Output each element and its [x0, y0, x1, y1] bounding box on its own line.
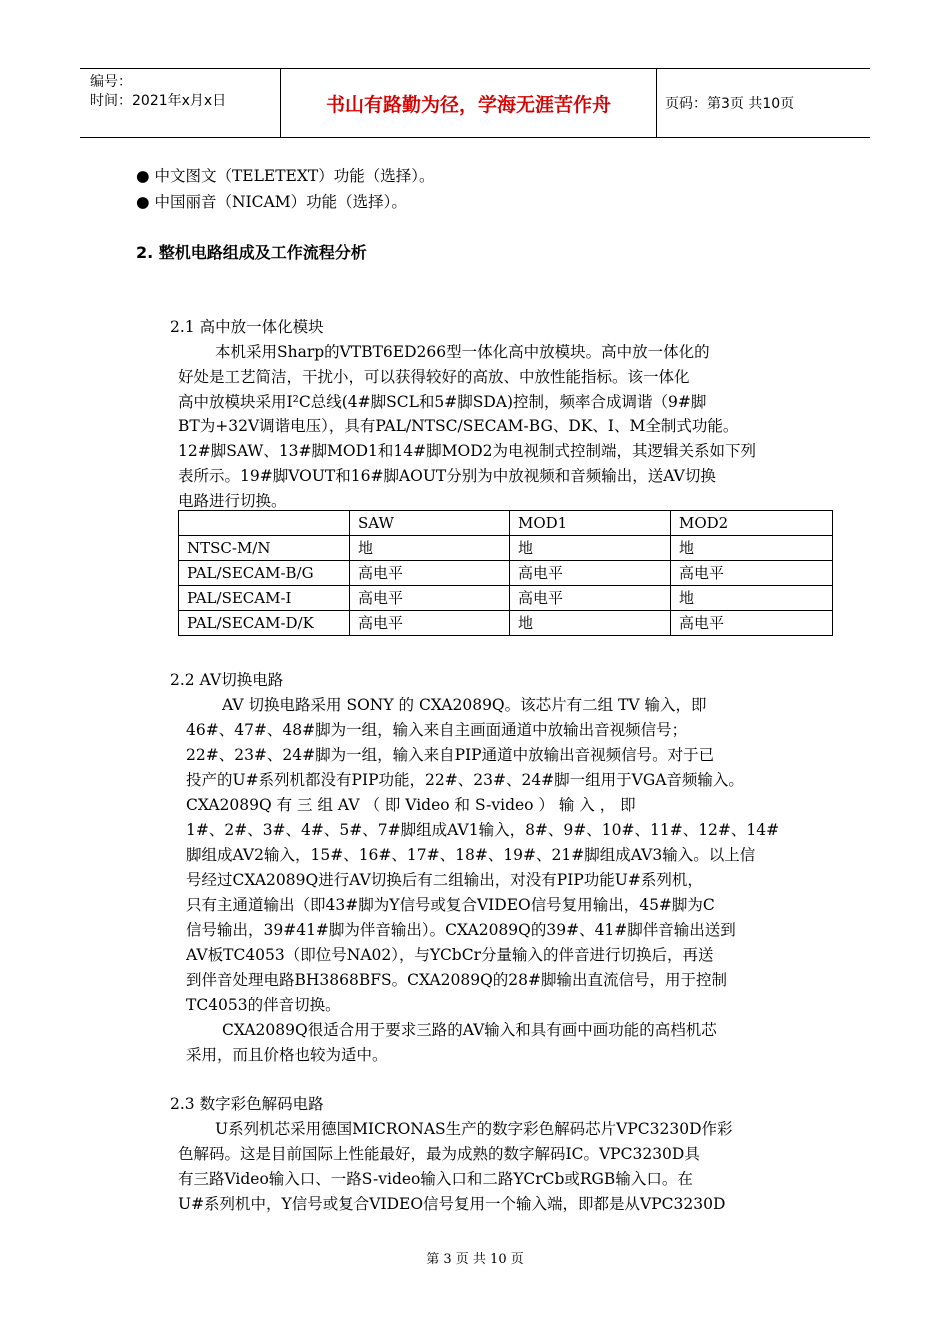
table-cell: 地	[671, 586, 833, 611]
table-cell: NTSC-M/N	[179, 536, 350, 561]
page-header	[80, 68, 870, 138]
paragraph-line: CXA2089Q 有 三 组 AV （ 即 Video 和 S-video ） 输 入 ， 即	[186, 796, 636, 814]
table-cell: 高电平	[671, 611, 833, 636]
table-cell: 地	[350, 536, 510, 561]
page-footer: 第 3 页 共 10 页	[426, 1252, 524, 1267]
section-2-2-heading: 2.2 AV切换电路	[170, 671, 284, 689]
section-2-heading: 2. 整机电路组成及工作流程分析	[136, 243, 367, 262]
paragraph-line: AV 切换电路采用 SONY 的 CXA2089Q。该芯片有二组 TV 输入，即	[222, 696, 707, 714]
table-row	[179, 511, 833, 536]
paragraph-line: AV板TC4053（即位号NA02），与YCbCr分量输入的伴音进行切换后，再送	[186, 946, 714, 964]
table-cell: SAW	[350, 511, 510, 536]
table-cell: 高电平	[350, 586, 510, 611]
table-cell: 地	[510, 536, 671, 561]
paragraph-line: 22#、23#、24#脚为一组，输入来自PIP通道中放输出音视频信号。对于已	[186, 746, 715, 764]
table-row	[179, 561, 833, 586]
table-row	[179, 586, 833, 611]
bullet-item: ● 中国丽音（NICAM）功能（选择）。	[136, 193, 407, 211]
table-cell: 高电平	[350, 561, 510, 586]
paragraph-line: 投产的U#系列机都没有PIP功能，22#、23#、24#脚一组用于VGA音频输入。	[186, 771, 744, 789]
paragraph-line: 信号输出，39#41#脚为伴音输出）。CXA2089Q的39#、41#脚伴音输出送到	[186, 921, 736, 939]
section-2-1-heading: 2.1 高中放一体化模块	[170, 318, 324, 336]
section-2-3-heading: 2.3 数字彩色解码电路	[170, 1095, 324, 1113]
table-cell: 地	[671, 536, 833, 561]
table-cell: MOD2	[671, 511, 833, 536]
paragraph-line: 46#、47#、48#脚为一组，输入来自主画面通道中放输出音视频信号；	[186, 721, 688, 739]
table-cell: 高电平	[510, 586, 671, 611]
paragraph-line: 有三路Video输入口、一路S-video输入口和二路YCrCb或RGB输入口。在	[178, 1170, 693, 1188]
table-cell: PAL/SECAM-B/G	[179, 561, 350, 586]
paragraph-line: 好处是工艺简洁，干扰小，可以获得较好的高放、中放性能指标。该一体化	[178, 368, 690, 386]
paragraph-line: U系列机芯采用德国MICRONAS生产的数字彩色解码芯片VPC3230D作彩	[215, 1120, 733, 1138]
paragraph-line: 色解码。这是目前国际上性能最好，最为成熟的数字解码IC。VPC3230D具	[178, 1145, 700, 1163]
header-motto: 书山有路勤为径，学海无涯苦作舟	[281, 69, 657, 137]
table-cell: 高电平	[350, 611, 510, 636]
paragraph-line: 到伴音处理电路BH3868BFS。CXA2089Q的28#脚输出直流信号，用于控制	[186, 971, 728, 989]
date-label: 时间：2021年x月x日	[90, 93, 227, 109]
paragraph-line: 表所示。19#脚VOUT和16#脚AOUT分别为中放视频和音频输出，送AV切换	[178, 467, 716, 485]
paragraph-line: 1#、2#、3#、4#、5#、7#脚组成AV1输入，8#、9#、10#、11#、12#、14#	[186, 821, 780, 839]
number-label: 编号：	[90, 74, 132, 90]
paragraph-line: 电路进行切换。	[178, 492, 287, 510]
paragraph-line: 12#脚SAW、13#脚MOD1和14#脚MOD2为电视制式控制端，其逻辑关系如下列	[178, 442, 756, 460]
table-cell: PAL/SECAM-I	[179, 586, 350, 611]
table-cell: 高电平	[671, 561, 833, 586]
header-page-info: 页码：第3页 共10页	[665, 96, 795, 112]
paragraph-line: 采用，而且价格也较为适中。	[186, 1046, 388, 1064]
bullet-item: ● 中文图文（TELETEXT）功能（选择）。	[136, 167, 435, 185]
paragraph-line: U#系列机中，Y信号或复合VIDEO信号复用一个输入端，即都是从VPC3230D	[178, 1195, 726, 1213]
table-cell: PAL/SECAM-D/K	[179, 611, 350, 636]
paragraph-line: 脚组成AV2输入，15#、16#、17#、18#、19#、21#脚组成AV3输入。以上信	[186, 846, 756, 864]
paragraph-line: 只有主通道输出（即43#脚为Y信号或复合VIDEO信号复用输出，45#脚为C	[186, 896, 715, 914]
paragraph-line: TC4053的伴音切换。	[186, 996, 341, 1014]
table-cell: 地	[510, 611, 671, 636]
signal-table	[178, 510, 833, 636]
paragraph-line: 本机采用Sharp的VTBT6ED266型一体化高中放模块。高中放一体化的	[215, 343, 710, 361]
table-cell: 高电平	[510, 561, 671, 586]
table-row	[179, 536, 833, 561]
paragraph-line: CXA2089Q很适合用于要求三路的AV输入和具有画中画功能的高档机芯	[222, 1021, 717, 1039]
paragraph-line: 号经过CXA2089Q进行AV切换后有二组输出，对没有PIP功能U#系列机，	[186, 871, 703, 889]
header-meta	[80, 69, 281, 137]
paragraph-line: BT为+32V调谐电压），具有PAL/NTSC/SECAM-BG、DK、I、M全制式功能。	[178, 417, 739, 435]
table-cell: MOD1	[510, 511, 671, 536]
paragraph-line: 高中放模块采用I²C总线(4#脚SCL和5#脚SDA)控制，频率合成调谐（9#脚	[178, 393, 707, 411]
table-row	[179, 611, 833, 636]
table-cell	[179, 511, 350, 536]
